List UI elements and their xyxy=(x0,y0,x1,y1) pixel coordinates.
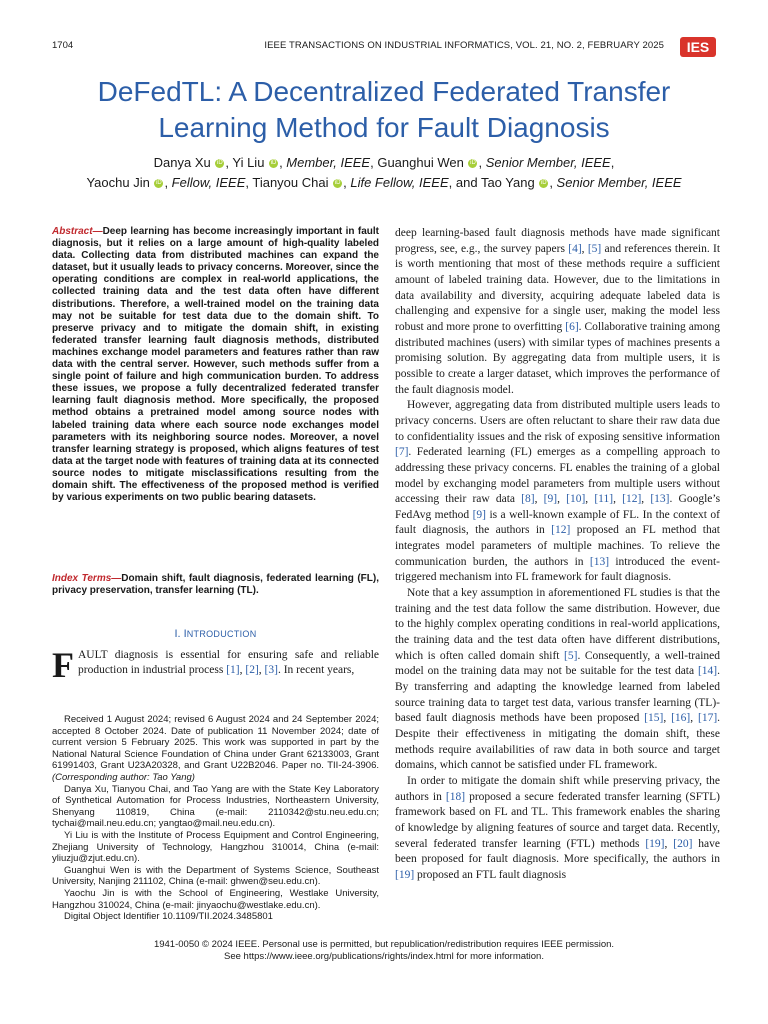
right-column xyxy=(395,226,720,884)
section-number: I. xyxy=(174,628,181,640)
citation-link[interactable]: [6] xyxy=(565,320,579,333)
citation-link[interactable]: [14] xyxy=(697,665,718,678)
citation-link[interactable]: [5] xyxy=(564,649,578,662)
footnote-affiliation: Yi Liu is with the Institute of Process Equipment and Control Engineering, Zhejiang University of Technology, Hangzhou 310014, China (e-mail: yliuzju@zjut.edu.cn). xyxy=(52,829,379,865)
corresponding-author: (Corresponding author: Tao Yang) xyxy=(52,771,195,783)
citation-link[interactable]: [12] xyxy=(622,493,642,506)
citation-link[interactable]: [19] xyxy=(645,837,665,850)
title-line-1: DeFedTL: A Decentralized Federated Transfer xyxy=(97,76,671,107)
section-title-rest: NTRODUCTION xyxy=(186,629,257,639)
body-text: proposed a secure federated transfer learning (SFTL) framework based on FL and TL. This framework enables the sharing of knowledge by aligning features of source and target data. Recently, several federated transfer learning (FTL) methods xyxy=(395,790,720,850)
author-list xyxy=(40,153,728,193)
author-name: and Tao Yang xyxy=(455,175,535,190)
body-text: . Despite their effectiveness in mitigating the domain shift, these methods require availabilities of raw data in both source and target domains, which cannot be satisfied under FL framework. xyxy=(395,712,721,772)
orcid-icon[interactable]: iD xyxy=(217,160,223,166)
body-text: , xyxy=(664,837,674,850)
citation-link[interactable]: [3] xyxy=(264,664,278,676)
footnote-doi: Digital Object Identifier 10.1109/TII.2024.3485801 xyxy=(64,911,273,923)
abstract-lead: Abstract— xyxy=(52,226,103,237)
citation-link[interactable]: [11] xyxy=(594,493,614,506)
citation-link[interactable]: [19] xyxy=(395,868,415,881)
paper-title xyxy=(30,74,738,146)
orcid-icon[interactable]: iD xyxy=(156,180,162,186)
body-text: . By transferring and adapting the knowledge learned from labeled source training data to target test data, various transfer learning (TL)-based fault diagnosis methods have been proposed xyxy=(395,665,720,725)
citation-link[interactable]: [4] xyxy=(568,242,582,255)
section-title-first: I xyxy=(183,628,187,640)
abstract-text: Deep learning has become increasingly important in fault diagnosis, but it relies on a large amount of high-quality labeled data. Collecting data from distributed machines can expand the dataset, but it usually leads to privacy concerns. Moreover, since the operating conditions are complex in real-world applications, the collected training data and the test data often have different distributions. Therefore, a well-trained model on the training data may not be suitable for test data due to the domain shift. To preserve privacy and to mitigate the domain shift, in existing federated transfer learning fault diagnosis methods, distributed machines exchange model parameters and features rather than raw data with the central server. However, such methods suffer from a single point of failure and high communication burden. To address these issues, we propose a fully decentralized federated transfer learning fault diagnosis method. More specifically, the proposed method obtains a pretrained model among source nodes with labeled training data where each source node exchanges model parameters with its neighboring source nodes. Moreover, a novel transfer learning strategy is proposed, which aligns features of test data at the target node with features of training data at its connected source nodes to mitigate misclassifications resulting from the domain shift. The effectiveness of the proposed method is verified by various experiments on two public bearing datasets. xyxy=(52,226,379,504)
citation-link[interactable]: [20] xyxy=(673,837,693,850)
journal-header: IEEE TRANSACTIONS ON INDUSTRIAL INFORMATICS, VOL. 21, NO. 2, FEBRUARY 2025 xyxy=(264,40,664,51)
body-text: , xyxy=(613,493,623,506)
orcid-icon[interactable]: iD xyxy=(470,160,476,166)
body-text: However, aggregating data from distributed multiple users leads to privacy concerns. Users are often reluctant to share their raw data due to confidentiality issues and the risk of exposing sensitive information xyxy=(395,399,720,443)
body-text: , xyxy=(690,712,698,725)
citation-link[interactable]: [9] xyxy=(472,508,486,521)
abstract xyxy=(52,226,379,504)
author-name: Tianyou Chai xyxy=(252,175,329,190)
intro-sep: , xyxy=(258,664,265,676)
author-name: Yi Liu xyxy=(232,155,265,170)
citation-link[interactable]: [18] xyxy=(445,790,466,803)
author-title: Fellow, IEEE xyxy=(171,175,246,190)
footnote-affiliation: Guanghui Wen is with the Department of Systems Science, Southeast University, Nanjing 211102, China (e-mail: ghwen@seu.edu.cn). xyxy=(52,864,379,888)
intro-first-word: AULT xyxy=(78,649,108,661)
intro-sep: , xyxy=(239,664,246,676)
orcid-icon[interactable]: iD xyxy=(334,180,341,186)
citation-link[interactable]: [2] xyxy=(245,664,259,676)
copyright-footer xyxy=(52,939,716,963)
citation-link[interactable]: [7] xyxy=(395,446,409,459)
citation-link[interactable]: [12] xyxy=(551,524,571,537)
body-text: , xyxy=(581,242,588,255)
body-text: , xyxy=(585,493,595,506)
ies-logo-graphic xyxy=(680,37,716,57)
copyright-line-1: 1941-0050 © 2024 IEEE. Personal use is permitted, but republication/redistribution requires IEEE permission. xyxy=(153,939,615,950)
author-title: Life Fellow, IEEE xyxy=(350,175,449,190)
body-text: . Collaborative training among distributed machines (users) with similar types of machines presents a promising solution. By aggregating data from multiple users, it is possible to create a larger dataset, which improves the performance of the fault diagnosis model. xyxy=(395,320,720,396)
body-text: , xyxy=(534,493,544,506)
author-line-2: Yaochu Jin iD , Fellow, IEEE, Tianyou Chai iD , Life Fellow, IEEE, and Tao Yang iD , Senior Member, IEEE xyxy=(86,175,682,190)
citation-link[interactable]: [16] xyxy=(671,712,691,725)
footnote-text: Received 1 August 2024; revised 6 August 2024 and 24 September 2024; accepted 8 October 2024. Date of publication 11 November 2024; date of current version 5 February 2025. This work was supported in part by the National Natural Science Foundation of China under Grant 62133003, Grant 61991403, Grant U23A20328, and Grant U22B2046. Paper no. TII-24-3906. xyxy=(52,714,379,772)
drop-cap: F xyxy=(52,645,74,685)
citation-link[interactable]: [8] xyxy=(521,493,535,506)
author-title: Member, IEEE xyxy=(286,155,371,170)
body-text: have been proposed for fault diagnosis. More specifically, the authors in xyxy=(395,837,720,866)
index-terms xyxy=(52,573,379,597)
section-heading xyxy=(52,628,379,640)
body-text: Note that a key assumption in aforementioned FL studies is that the training and the test data follow the same distribution. However, due to the highly complex operating conditions in real-world applications, the training data and the test data often have different distributions, which is often called domain shift xyxy=(395,587,720,662)
body-text: proposed an FL method that integrates model parameters of multiple machines. To relieve the communication burden, the authors in xyxy=(395,524,721,568)
author-title: Senior Member, IEEE xyxy=(485,155,611,170)
citation-link[interactable]: [13] xyxy=(589,555,610,568)
body-text: , xyxy=(641,493,651,506)
orcid-icon[interactable]: iD xyxy=(270,160,277,166)
index-terms-lead: Index Terms— xyxy=(52,573,122,584)
citation-link[interactable]: [15] xyxy=(644,712,664,725)
body-text: In order to mitigate the domain shift while preserving privacy, the authors in xyxy=(395,774,720,803)
footnote-affiliation: Danya Xu, Tianyou Chai, and Tao Yang are with the State Key Laboratory of Synthetical Automation for Process Industries, Northeastern University, Shenyang 110819, China (e-mail: 2110342@stu.neu.edu.cn; tychai@mail.neu.edu.cn; yangtao@mail.neu.edu.cn). xyxy=(52,783,379,830)
body-text: . Google’s FedAvg method xyxy=(395,493,721,521)
body-text: . Consequently, a well-trained model on the training data may not be suitable for the test data xyxy=(395,649,720,678)
body-paragraph xyxy=(395,586,720,774)
intro-text: diagnosis is essential for ensuring safe and reliable production in industrial process xyxy=(78,649,379,676)
citation-link[interactable]: [13] xyxy=(650,493,670,506)
body-text: and references therein. It is worth mentioning that most of these methods require a sufficient amount of labeled training data. However, due to the limitations in data availability and diversity, acquiring adequate labeled data is challenging and expensive for a single user, making the model less robust and more prone to overfitting xyxy=(395,242,721,333)
footnote-received xyxy=(52,714,379,784)
page-number: 1704 xyxy=(52,40,74,51)
body-paragraph xyxy=(395,774,720,884)
footnote-affiliation: Yaochu Jin is with the School of Engineering, Westlake University, Hangzhou 310024, China (e-mail: jinyaochu@westlake.edu.cn). xyxy=(52,887,379,911)
copyright-line-2: See https://www.ieee.org/publications/rights/index.html for more information. xyxy=(224,951,544,962)
author-name: Guanghui Wen xyxy=(377,155,464,170)
intro-paragraph xyxy=(52,645,379,685)
citation-link[interactable]: [5] xyxy=(587,242,602,255)
body-paragraph xyxy=(395,226,720,398)
ies-logo-text: IES xyxy=(686,39,710,55)
citation-link[interactable]: [17] xyxy=(697,712,718,725)
body-text: proposed an FTL fault diagnosis xyxy=(414,868,567,881)
body-text: , xyxy=(557,493,567,506)
index-terms-text: Domain shift, fault diagnosis, federated learning (FL), privacy preservation, transfer learning (TL). xyxy=(52,573,380,597)
orcid-icon[interactable]: iD xyxy=(540,180,547,186)
body-paragraph xyxy=(395,398,720,586)
citation-link[interactable]: [1] xyxy=(226,664,240,676)
ies-logo xyxy=(680,37,716,57)
citation-link[interactable]: [9] xyxy=(543,493,558,506)
body-text: introduced the event-triggered mechanism into FL framework for fault diagnosis. xyxy=(395,555,720,584)
title-line-2: Learning Method for Fault Diagnosis xyxy=(158,112,610,143)
author-title: Senior Member, IEEE xyxy=(556,175,682,190)
body-text: deep learning-based fault diagnosis methods have made significant progress, see, e.g., the survey papers xyxy=(395,227,720,255)
citation-link[interactable]: [10] xyxy=(566,493,586,506)
intro-text: . In recent years, xyxy=(277,664,355,676)
body-text: , xyxy=(663,712,672,725)
body-text: . Federated learning (FL) emerges as a compelling approach to addressing these privacy concerns. FL enables the training of a global model by exchanging model parameters from multiple users without accessing their raw data xyxy=(395,446,720,506)
footnotes xyxy=(52,714,379,923)
author-line-1: Danya Xu iD , Yi Liu iD , Member, IEEE, Guanghui Wen iD , Senior Member, IEEE, xyxy=(153,155,615,170)
author-name: Danya Xu xyxy=(153,155,211,170)
body-text: is a well-known example of FL. In the context of fault diagnosis, the authors in xyxy=(395,508,720,537)
author-name: Yaochu Jin xyxy=(86,175,150,190)
